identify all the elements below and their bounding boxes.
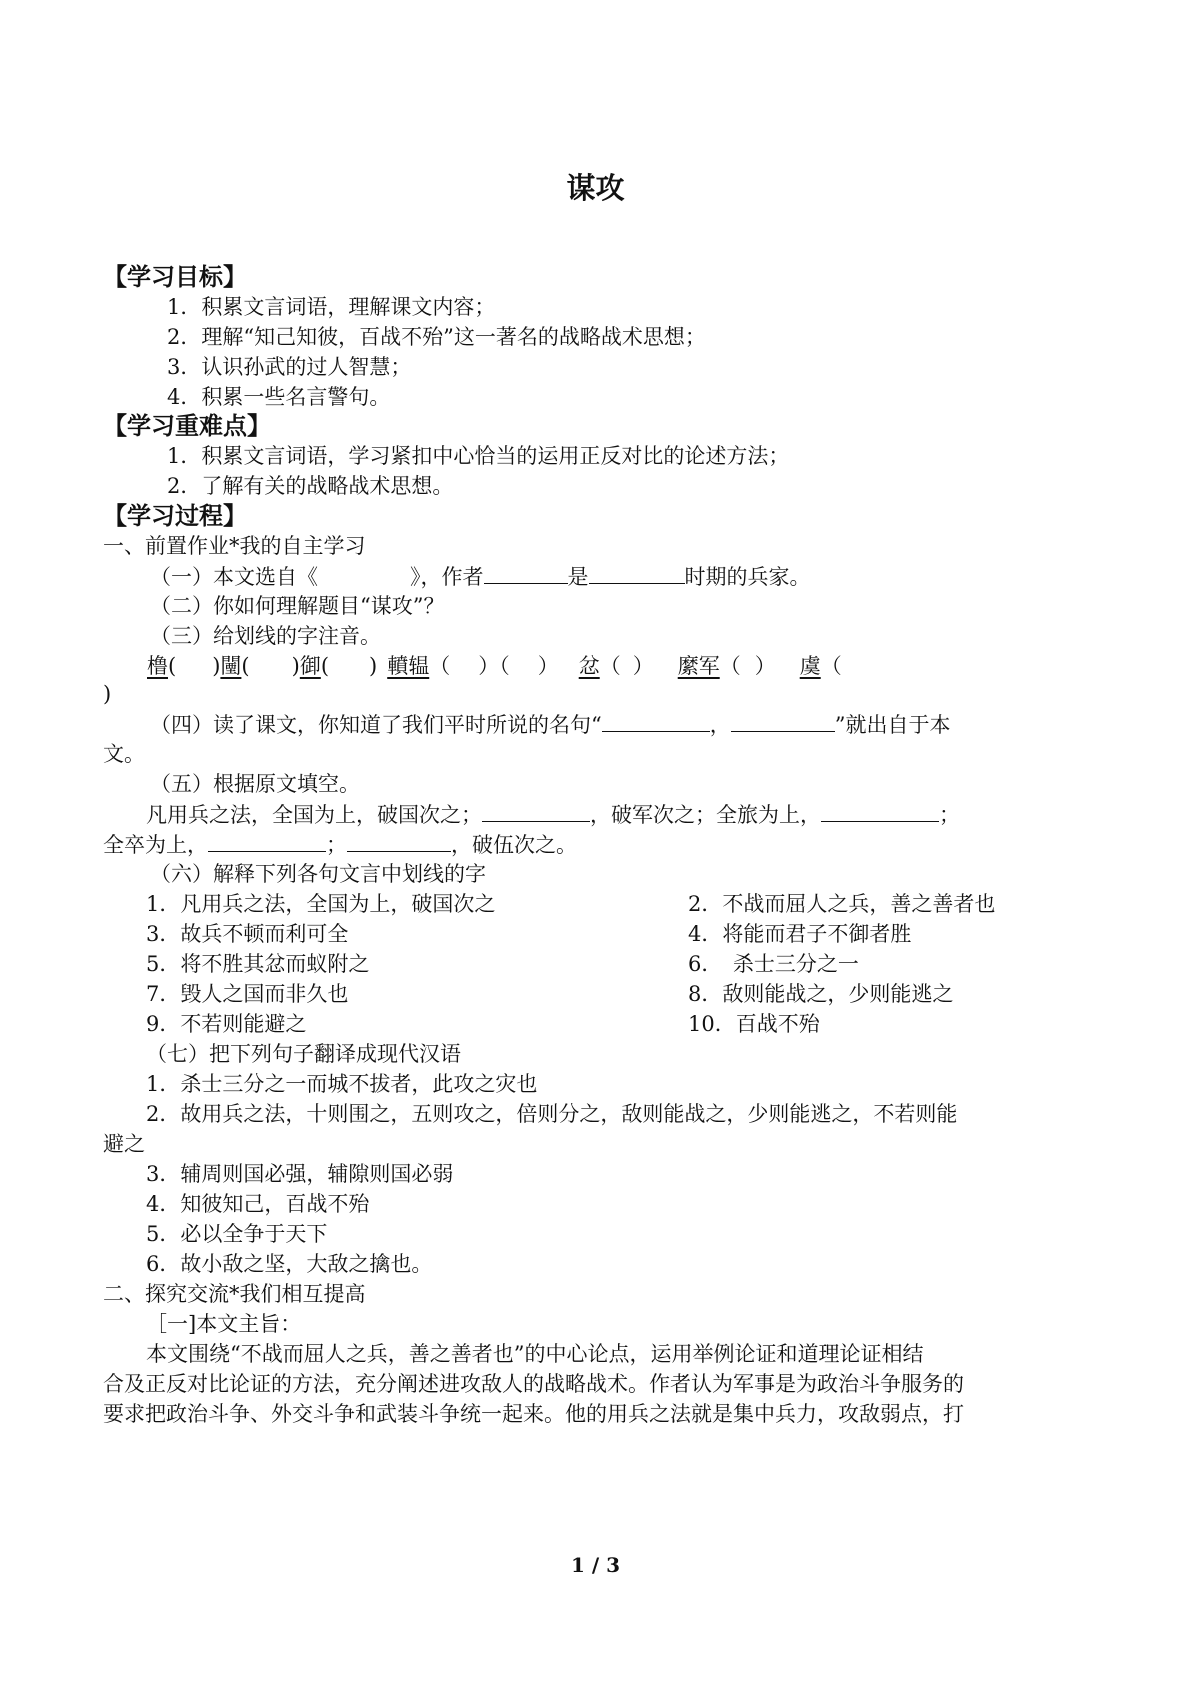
- period-blank[interactable]: [589, 561, 685, 584]
- q6-item: 9．不若则能避之: [146, 1012, 307, 1036]
- pinyin-word: 忿: [578, 654, 600, 678]
- q7-item: 4．知彼知己，百战不殆: [146, 1192, 370, 1216]
- quote-blank-1[interactable]: [602, 709, 710, 732]
- q7-item: 6．故小敌之坚，大敌之擒也。: [146, 1252, 433, 1276]
- pinyin-word: 御: [299, 654, 321, 678]
- q6-item: 3．故兵不顿而利可全: [146, 922, 349, 946]
- pinyin-word: 虞: [799, 654, 821, 678]
- theme-paragraph-line: 合及正反对比论证的方法，充分阐述进攻敌人的战略战术。作者认为军事是为政治斗争服务的: [103, 1372, 964, 1396]
- part2-heading: 二、探究交流*我们相互提高: [103, 1282, 366, 1306]
- page-title: 谋攻: [566, 171, 625, 205]
- q6-item: 2．不战而屈人之兵，善之善者也: [688, 892, 996, 916]
- question-5-line-1: 凡用兵之法，全国为上，破国次之； ，破军次之；全旅为上， ；: [146, 799, 960, 829]
- q6-item: 4．将能而君子不御者胜: [688, 922, 912, 946]
- pinyin-row-wrap: ): [103, 682, 112, 706]
- q6-item: 8．敌则能战之，少则能逃之: [688, 982, 954, 1006]
- q6-item: 5．将不胜其忿而蚁附之: [146, 952, 370, 976]
- question-5-line-2: 全卒为上， ； ，破伍次之。: [103, 829, 577, 859]
- key-heading: 【学习重难点】: [103, 412, 271, 440]
- key-item: 1．积累文言词语，学习紧扣中心恰当的运用正反对比的论述方法；: [167, 444, 790, 468]
- fill-blank[interactable]: [821, 799, 939, 822]
- pinyin-word: 轒辒: [387, 654, 430, 678]
- question-4-wrap: 文。: [103, 742, 145, 766]
- question-1: [150, 561, 811, 591]
- part2-sub1: ［一]本文主旨：: [146, 1312, 302, 1336]
- pinyin-word: 橹: [147, 654, 168, 678]
- theme-paragraph-line: 本文围绕“不战而屈人之兵，善之善者也”的中心论点，运用举例论证和道理论证相结: [146, 1342, 924, 1366]
- fill-blank[interactable]: [482, 799, 590, 822]
- question-6: （六）解释下列各句文言中划线的字: [150, 862, 486, 886]
- question-3: （三）给划线的字注音。: [150, 624, 381, 648]
- q4-prefix: （四）读了课文，你知道了我们平时所说的名句“: [150, 713, 602, 737]
- q4-suffix: ”就出自于本: [834, 713, 951, 737]
- q7-item: 5．必以全争于天下: [146, 1222, 328, 1246]
- fill-blank[interactable]: [208, 829, 326, 852]
- q1-prefix: （一）本文选自《: [150, 565, 318, 589]
- theme-paragraph-line: 要求把政治斗争、外交斗争和武装斗争统一起来。他的用兵之法就是集中兵力，攻敌弱点，打: [103, 1402, 964, 1426]
- question-4: [150, 709, 950, 739]
- pinyin-row: 橹( )闉( )御( ) 轒辒（ ）（ ） 忿（ ） 縻军（ ） 虞（: [147, 654, 842, 678]
- q7-item: 3．辅周则国必强，辅隙则国必弱: [146, 1162, 454, 1186]
- fill-blank[interactable]: [347, 829, 451, 852]
- goal-item: 1．积累文言词语，理解课文内容；: [167, 295, 496, 319]
- quote-blank-2[interactable]: [731, 709, 835, 732]
- page-number: 1 / 3: [570, 1553, 621, 1577]
- key-item: 2．了解有关的战略战术思想。: [167, 474, 454, 498]
- question-5: （五）根据原文填空。: [150, 772, 360, 796]
- q7-item-wrap: 避之: [103, 1132, 145, 1156]
- process-heading: 【学习过程】: [103, 502, 247, 530]
- q4-comma: ，: [709, 713, 731, 737]
- part1-heading: 一、前置作业*我的自主学习: [103, 534, 366, 558]
- q7-item: 1．杀士三分之一而城不拔者，此攻之灾也: [146, 1072, 538, 1096]
- q6-item: 10．百战不殆: [688, 1012, 820, 1036]
- pinyin-word: 闉: [220, 654, 242, 678]
- question-7: （七）把下列句子翻译成现代汉语: [146, 1042, 461, 1066]
- goal-item: 4．积累一些名言警句。: [167, 385, 391, 409]
- goal-item: 3．认识孙武的过人智慧；: [167, 355, 412, 379]
- q7-item: 2．故用兵之法，十则围之，五则攻之，倍则分之，敌则能战之，少则能逃之，不若则能: [146, 1102, 958, 1126]
- question-2: （二）你如何理解题目“谋攻”？: [150, 594, 445, 618]
- goals-heading: 【学习目标】: [103, 263, 247, 291]
- q6-item: 7．毁人之国而非久也: [146, 982, 349, 1006]
- q1-mid1: 》，作者: [410, 565, 484, 589]
- goal-item: 2．理解“知己知彼，百战不殆”这一著名的战略战术思想；: [167, 325, 706, 349]
- q6-item: 6． 杀士三分之一: [688, 952, 859, 976]
- author-blank[interactable]: [484, 561, 568, 584]
- q6-item: 1．凡用兵之法，全国为上，破国次之: [146, 892, 496, 916]
- q1-suffix: 时期的兵家。: [684, 565, 811, 589]
- pinyin-word: 縻军: [677, 654, 720, 678]
- q1-mid2: 是: [567, 565, 589, 589]
